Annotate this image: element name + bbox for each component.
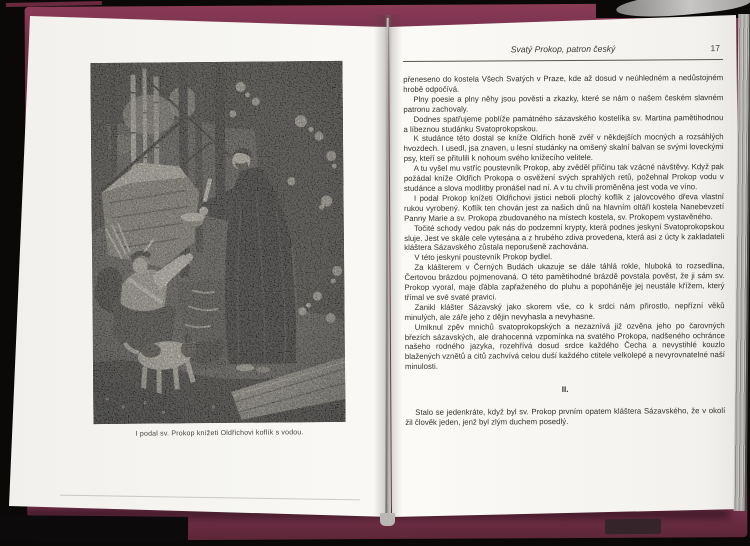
body-paragraph: Stalo se jedenkráte, když byl sv. Prokop prvním opatem kláštera Sázavského, že v okolí žil člověk jeden, jenž byl zlým duchem posedlý. (405, 406, 726, 427)
body-paragraph: I podal Prokop knížeti Oldřichovi jistici neboli plochý koflík z jalovcového dřeva vlastní rukou vyrobený. Koflík ten chován jest za našich dnů na hlavním oltáři kostela Nanebevzetí Panny Marie a sv. Prokopa zbudovaného na místech kostela, sv. Prokopem vystavěného. (403, 191, 725, 223)
body-paragraph: Za klášterem v Černých Budách ukazuje se dále táhlá rokle, hluboká to rozsedlina, Čertovou brázdou pojmenovaná. O této pamětihodné brázdě povstala pověst, že ji sám sv. Prokop vyoral, maje ďábla zapřaženého do pluhu a popoháněje jej neustále křížem, který třímal ve své svaté pravici. (404, 261, 725, 302)
section-heading: II. (561, 385, 569, 395)
right-page-content (403, 42, 725, 428)
body-paragraph: Zanikl klášter Sázavský jako skorem vše, co k srdci nám přirostlo, nepřízní věků minulých, ale záře jeho z dějin nevyhasla a nevyhasne. (404, 300, 725, 322)
cover-scuff-mark (605, 519, 661, 534)
forest-engraving-illustration (90, 61, 345, 424)
body-paragraph: Umlknul zpěv mnichů svatoprokopských a nezaznívá již ozvěna jeho po čarovných březích sázavských, ale drahocenná vzpomínka na svatého Prokopa, nadšeného ochránce našeho rodného jazyka, rozehřívá dosud srdce každého Čecha a nevystihlé kouzlo blažených vznětů a citů zachvívá celou duší každého ctitele velkolepé a nevyrovnatelné naší minulosti. (404, 320, 725, 372)
cover-shadow-bottom-left (0, 515, 188, 543)
body-paragraph: přeneseno do kostela Všech Svatých v Praze, kde až dosud v neúhledném a nedůstojném hrobě odpočívá. (403, 73, 724, 94)
body-paragraph: Točité schody vedou pak nás do podzemní krypty, která podnes jeskyní Svatoprokopskou sluje. Jest ve skále cele vytesána a z hrubého zdiva provedena, která asi z úcty k zakladateli kláštera Sázavského zůstala neporušeně zachována. (404, 221, 725, 253)
body-paragraph: V této jeskyni poustevník Prokop bydlel. (414, 252, 553, 263)
body-paragraph: A tu vyšel mu vstříc poustevník Prokop, aby zvěděl příčinu tak vzácné návštěvy. Když pak požádal kníže Oldřich Prokopa o osvěžení svých sprahlých retů, požehnal Prokop vodu v studánce a slova modlitby pronášel nad ní. A v tu chvíli proměněna jest voda ve víno. (403, 162, 724, 193)
illustration-figure (90, 61, 345, 438)
body-text (403, 73, 725, 428)
running-header (403, 42, 723, 62)
body-paragraph: Plny poesie a plny něhy jsou pověsti a zkazky, které se nám o našem českém slavném patronu zachovaly. (403, 92, 724, 114)
body-paragraph: Dodnes spatřujeme poblíže památného sázavského kostelíka sv. Martina pamětihodnou a líbeznou studánku Svatoprokopskou. (403, 112, 724, 134)
running-header-title: Svatý Prokop, patron český (510, 43, 616, 55)
body-paragraph: K studánce této dostal se kníže Oldřich honě zvěř v někdejších mocných a rozsáhlých hvozdech. I usedl, jsa znaven, u lesní studánky na omšený skalní balvan se svými loveckými psy, kteří se přitulili k nohoum svého knížecího velitele. (403, 132, 724, 164)
page-number: 17 (710, 43, 721, 54)
illustration-caption: I podal sv. Prokop knížeti Oldřichovi koflík s vodou. (135, 429, 304, 438)
gutter-bottom-notch (380, 513, 395, 526)
